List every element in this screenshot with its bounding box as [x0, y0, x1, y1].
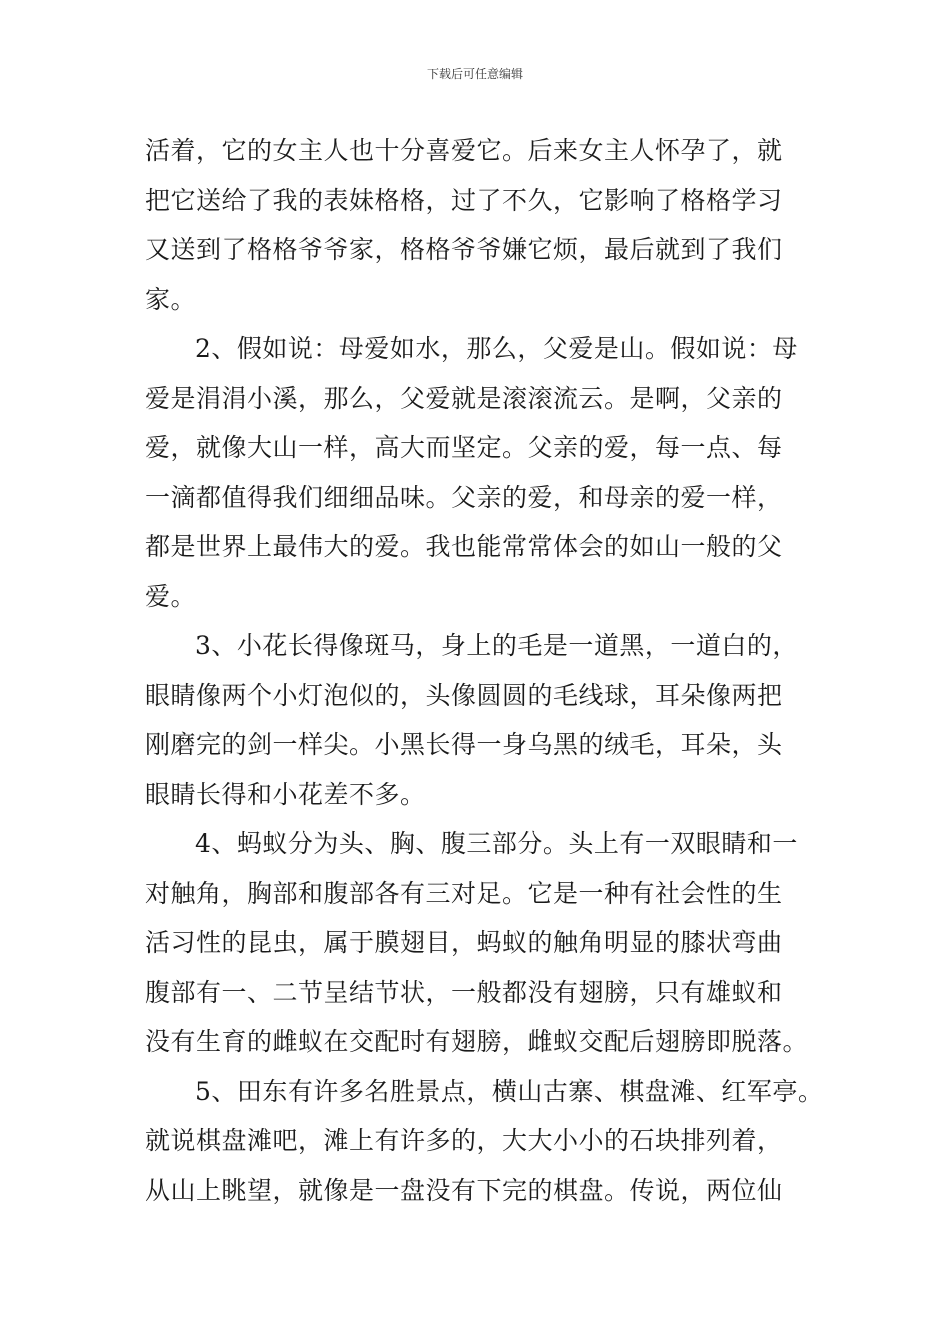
text-line: 就说棋盘滩吧，滩上有许多的，大大小小的石块排列着，: [145, 1126, 783, 1155]
text-line: 爱，就像大山一样，高大而坚定。父亲的爱，每一点、每: [145, 433, 783, 462]
document-body: [145, 126, 825, 1215]
paragraph-start-line: 3、小花长得像斑马，身上的毛是一道黑，一道白的，: [195, 631, 798, 660]
text-line: 从山上眺望，就像是一盘没有下完的棋盘。传说，两位仙: [145, 1175, 783, 1205]
text-line: 把它送给了我的表妹格格，过了不久，它影响了格格学习: [145, 185, 783, 215]
paragraph-start-line: 4、蚂蚁分为头、胸、腹三部分。头上有一双眼睛和一: [195, 829, 798, 858]
text-line: 一滴都值得我们细细品味。父亲的爱，和母亲的爱一样，: [145, 482, 783, 512]
text-line: 对触角，胸部和腹部各有三对足。它是一种有社会性的生: [145, 878, 783, 908]
text-line: 眼睛像两个小灯泡似的，头像圆圆的毛线球，耳朵像两把: [145, 680, 783, 710]
text-line: 没有生育的雌蚁在交配时有翅膀，雌蚁交配后翅膀即脱落。: [145, 1027, 809, 1056]
paragraph-start-line: 2、假如说：母爱如水，那么，父爱是山。假如说：母: [195, 334, 798, 363]
text-line: 爱是涓涓小溪，那么，父爱就是滚滚流云。是啊，父亲的: [145, 383, 783, 413]
text-line: 都是世界上最伟大的爱。我也能常常体会的如山一般的父: [145, 532, 783, 561]
text-line: 腹部有一、二节呈结节状，一般都没有翅膀，只有雄蚁和: [145, 977, 783, 1007]
text-line: 活着，它的女主人也十分喜爱它。后来女主人怀孕了，就: [145, 136, 783, 165]
text-line: 又送到了格格爷爷家，格格爷爷嫌它烦，最后就到了我们: [145, 235, 783, 264]
text-line: 家。: [145, 284, 197, 314]
text-line: 刚磨完的剑一样尖。小黑长得一身乌黑的绒毛，耳朵，头: [145, 730, 783, 759]
paragraph-start-line: 5、田东有许多名胜景点，横山古寨、棋盘滩、红军亭。: [195, 1076, 824, 1106]
text-line: 爱。: [145, 581, 197, 611]
text-line: 活习性的昆虫，属于膜翅目，蚂蚁的触角明显的膝状弯曲: [145, 928, 783, 957]
text-line: 眼睛长得和小花差不多。: [145, 779, 426, 809]
page-header: 下载后可任意编辑: [426, 67, 523, 81]
